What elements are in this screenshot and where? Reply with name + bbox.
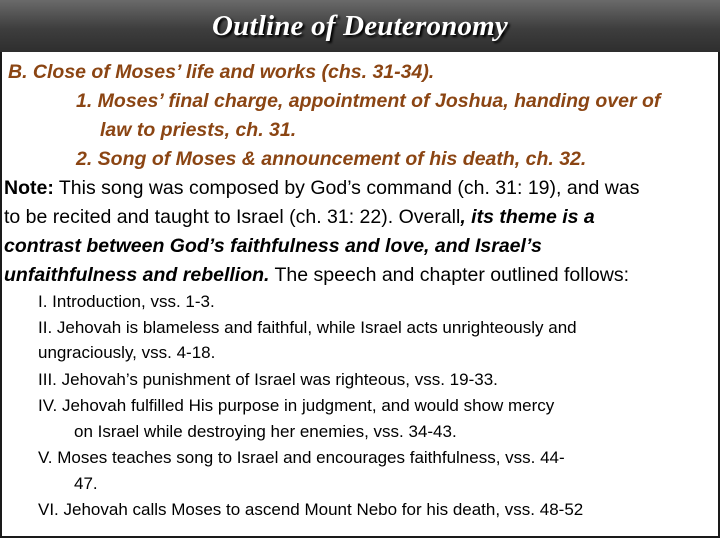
item-2: 2. Song of Moses & announcement of his death, ch. 32. <box>76 148 587 170</box>
note-line-2: to be recited and taught to Israel (ch. 31: 22). Overall, its theme is a <box>4 206 595 228</box>
outline-item-4: IV. Jehovah fulfilled His purpose in judgment, and would show mercy <box>38 396 555 415</box>
outline-item-5-cont: 47. <box>74 474 98 493</box>
outline-item-6: VI. Jehovah calls Moses to ascend Mount Nebo for his death, vss. 48-52 <box>38 500 584 519</box>
page-title: Outline of Deuteronomy <box>211 9 508 42</box>
note-label: Note: <box>4 177 54 199</box>
note-line-1: Note: This song was composed by God’s command (ch. 31: 19), and was <box>4 177 640 199</box>
section-heading: B. Close of Moses’ life and works (chs. 31-34). <box>8 61 435 83</box>
title-bar <box>0 0 720 52</box>
outline-item-4-cont: on Israel while destroying her enemies, vss. 34-43. <box>74 422 457 441</box>
item-1-line-1: 1. Moses’ final charge, appointment of Joshua, handing over of <box>76 90 661 112</box>
outline-item-1: I. Introduction, vss. 1-3. <box>38 292 215 311</box>
outline-item-3: III. Jehovah’s punishment of Israel was righteous, vss. 19-33. <box>38 370 498 389</box>
outline-item-5: V. Moses teaches song to Israel and encourages faithfulness, vss. 44- <box>38 448 565 467</box>
outline-item-2-cont: ungraciously, vss. 4-18. <box>38 343 216 362</box>
note-line-4: unfaithfulness and rebellion. The speech and chapter outlined follows: <box>4 264 629 286</box>
outline-item-2: II. Jehovah is blameless and faithful, while Israel acts unrighteously and <box>38 318 577 337</box>
item-1-line-2: law to priests, ch. 31. <box>100 119 297 141</box>
note-line-3: contrast between God’s faithfulness and love, and Israel’s <box>4 235 542 257</box>
